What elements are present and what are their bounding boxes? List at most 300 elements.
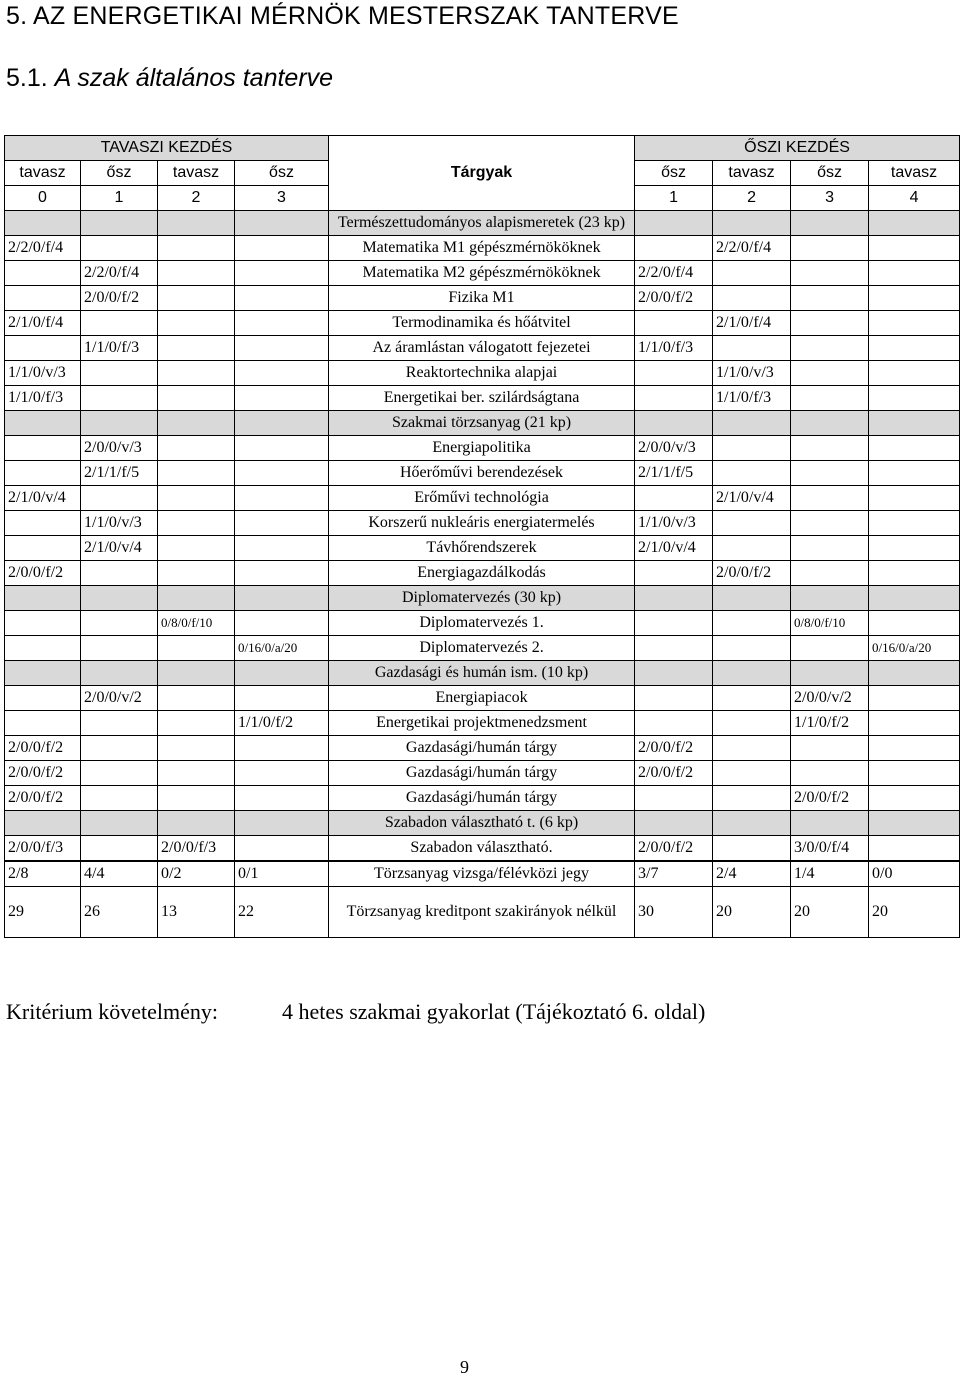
subject-row (5, 836, 960, 862)
subject-row (5, 361, 960, 386)
empty-cell (791, 411, 869, 436)
start-autumn-semester-cell (869, 836, 960, 862)
start-autumn-semester-cell: 2/0/0/f/2 (635, 736, 713, 761)
semester-number: 1 (635, 186, 713, 211)
subject-row (5, 261, 960, 286)
start-autumn-semester-cell: 1/1/0/f/2 (791, 711, 869, 736)
tavaszi-kezdes-header: TAVASZI KEZDÉS (5, 136, 329, 161)
start-autumn-semester-cell: 2/0/0/v/2 (791, 686, 869, 711)
criterion-label: Kritérium követelmény: (6, 999, 218, 1024)
subject-name-cell: Energiapiacok (329, 686, 635, 711)
subject-name-cell: Törzsanyag kreditpont szakirányok nélkül (329, 887, 635, 938)
semester-header: tavasz (158, 161, 235, 186)
empty-cell (713, 586, 791, 611)
start-spring-semester-cell (5, 261, 81, 286)
start-autumn-semester-cell: 2/1/1/f/5 (635, 461, 713, 486)
empty-cell (713, 211, 791, 236)
empty-cell (869, 211, 960, 236)
subject-row (5, 336, 960, 361)
start-spring-semester-cell: 2/1/1/f/5 (81, 461, 158, 486)
empty-cell (869, 661, 960, 686)
empty-cell (5, 811, 81, 836)
start-spring-semester-cell (235, 261, 329, 286)
subject-row (5, 286, 960, 311)
empty-cell (791, 586, 869, 611)
subject-name-cell: Energetikai projektmenedzsment (329, 711, 635, 736)
start-spring-semester-cell (81, 836, 158, 862)
subject-row (5, 611, 960, 636)
empty-cell (791, 811, 869, 836)
start-spring-semester-cell (81, 561, 158, 586)
start-autumn-semester-cell (869, 611, 960, 636)
empty-cell (713, 661, 791, 686)
start-spring-semester-cell: 2/0/0/f/2 (5, 786, 81, 811)
subject-name-cell: Termodinamika és hőátvitel (329, 311, 635, 336)
start-autumn-semester-cell (791, 561, 869, 586)
empty-cell (713, 411, 791, 436)
start-spring-semester-cell (81, 711, 158, 736)
semester-number: 2 (713, 186, 791, 211)
start-autumn-semester-cell: 2/2/0/f/4 (713, 236, 791, 261)
section-title-cell: Természettudományos alapismeretek (23 kp) (329, 211, 635, 236)
start-spring-semester-cell: 2/0/0/f/2 (5, 761, 81, 786)
subject-name-cell: Szabadon választható. (329, 836, 635, 862)
start-autumn-semester-cell (791, 261, 869, 286)
subject-name-cell: Energetikai ber. szilárdságtana (329, 386, 635, 411)
start-autumn-semester-cell: 2/0/0/f/2 (635, 286, 713, 311)
subject-name-cell: Törzsanyag vizsga/félévközi jegy (329, 861, 635, 887)
empty-cell (5, 586, 81, 611)
start-autumn-semester-cell (791, 361, 869, 386)
empty-cell (791, 661, 869, 686)
subject-name-cell: Reaktortechnika alapjai (329, 361, 635, 386)
subject-name-cell: Matematika M1 gépészmérnököknek (329, 236, 635, 261)
start-spring-semester-cell: 2/2/0/f/4 (81, 261, 158, 286)
subject-name-cell: Matematika M2 gépészmérnököknek (329, 261, 635, 286)
start-autumn-semester-cell (713, 736, 791, 761)
subject-name-cell: Diplomatervezés 1. (329, 611, 635, 636)
start-spring-semester-cell: 1/1/0/f/3 (81, 336, 158, 361)
start-autumn-semester-cell: 2/1/0/v/4 (635, 536, 713, 561)
start-spring-semester-cell (235, 286, 329, 311)
subject-row (5, 486, 960, 511)
section-row (5, 586, 960, 611)
start-spring-semester-cell (158, 636, 235, 661)
subject-name-cell: Gazdasági/humán tárgy (329, 761, 635, 786)
subject-row (5, 436, 960, 461)
start-spring-semester-cell (81, 611, 158, 636)
start-autumn-semester-cell (713, 536, 791, 561)
subject-row (5, 311, 960, 336)
start-autumn-semester-cell (791, 486, 869, 511)
semester-header: tavasz (713, 161, 791, 186)
start-autumn-semester-cell (713, 686, 791, 711)
start-spring-semester-cell (81, 236, 158, 261)
start-autumn-semester-cell: 20 (713, 887, 791, 938)
start-spring-semester-cell (235, 361, 329, 386)
start-spring-semester-cell (5, 286, 81, 311)
start-autumn-semester-cell (635, 236, 713, 261)
section-heading (6, 64, 333, 93)
semester-number: 4 (869, 186, 960, 211)
start-spring-semester-cell (158, 786, 235, 811)
subject-name-cell: Energiagazdálkodás (329, 561, 635, 586)
empty-cell (81, 661, 158, 686)
start-spring-semester-cell (158, 236, 235, 261)
start-autumn-semester-cell: 1/1/0/v/3 (635, 511, 713, 536)
start-autumn-semester-cell (791, 761, 869, 786)
start-autumn-semester-cell (635, 561, 713, 586)
start-autumn-semester-cell: 0/16/0/a/20 (869, 636, 960, 661)
start-spring-semester-cell: 1/1/0/f/2 (235, 711, 329, 736)
section-title-cell: Szakmai törzsanyag (21 kp) (329, 411, 635, 436)
subject-name-cell: Korszerű nukleáris energiatermelés (329, 511, 635, 536)
start-spring-semester-cell (235, 561, 329, 586)
start-spring-semester-cell (81, 761, 158, 786)
start-spring-semester-cell (158, 436, 235, 461)
start-autumn-semester-cell (791, 236, 869, 261)
start-spring-semester-cell: 0/16/0/a/20 (235, 636, 329, 661)
empty-cell (235, 811, 329, 836)
start-autumn-semester-cell (635, 636, 713, 661)
start-autumn-semester-cell (635, 486, 713, 511)
empty-cell (635, 211, 713, 236)
curriculum-table (4, 135, 960, 938)
start-spring-semester-cell: 22 (235, 887, 329, 938)
start-autumn-semester-cell (869, 361, 960, 386)
start-spring-semester-cell: 13 (158, 887, 235, 938)
start-spring-semester-cell: 2/0/0/f/2 (81, 286, 158, 311)
subject-name-cell: Energiapolitika (329, 436, 635, 461)
start-autumn-semester-cell (713, 836, 791, 862)
subject-row (5, 636, 960, 661)
start-spring-semester-cell (158, 286, 235, 311)
start-spring-semester-cell: 2/0/0/v/2 (81, 686, 158, 711)
start-autumn-semester-cell (635, 711, 713, 736)
start-spring-semester-cell (81, 786, 158, 811)
start-autumn-semester-cell (713, 286, 791, 311)
section-number: 5.1. (6, 64, 48, 92)
subject-row (5, 461, 960, 486)
start-spring-semester-cell (81, 361, 158, 386)
empty-cell (5, 211, 81, 236)
start-autumn-semester-cell (869, 436, 960, 461)
subject-row (5, 511, 960, 536)
semester-number: 2 (158, 186, 235, 211)
empty-cell (158, 811, 235, 836)
start-autumn-semester-cell (791, 286, 869, 311)
empty-cell (158, 211, 235, 236)
start-spring-semester-cell (158, 311, 235, 336)
start-autumn-semester-cell (713, 786, 791, 811)
start-autumn-semester-cell: 30 (635, 887, 713, 938)
subject-name-cell: Hőerőművi berendezések (329, 461, 635, 486)
start-autumn-semester-cell (635, 786, 713, 811)
start-spring-semester-cell: 29 (5, 887, 81, 938)
empty-cell (635, 661, 713, 686)
start-spring-semester-cell: 4/4 (81, 861, 158, 887)
start-autumn-semester-cell (713, 761, 791, 786)
start-autumn-semester-cell (869, 511, 960, 536)
start-spring-semester-cell: 2/0/0/f/2 (5, 736, 81, 761)
start-autumn-semester-cell: 2/0/0/f/2 (713, 561, 791, 586)
subject-name-cell: Távhőrendszerek (329, 536, 635, 561)
start-spring-semester-cell (158, 511, 235, 536)
start-autumn-semester-cell: 2/0/0/v/3 (635, 436, 713, 461)
start-autumn-semester-cell: 3/7 (635, 861, 713, 887)
subject-row (5, 686, 960, 711)
start-autumn-semester-cell (869, 786, 960, 811)
section-title-cell: Szabadon választható t. (6 kp) (329, 811, 635, 836)
start-autumn-semester-cell (869, 461, 960, 486)
start-autumn-semester-cell (713, 436, 791, 461)
start-spring-semester-cell (235, 511, 329, 536)
start-spring-semester-cell (5, 636, 81, 661)
empty-cell (235, 211, 329, 236)
start-autumn-semester-cell (869, 711, 960, 736)
page-heading: 5. AZ ENERGETIKAI MÉRNÖK MESTERSZAK TANTERVE (6, 2, 679, 30)
semester-header: ősz (235, 161, 329, 186)
empty-cell (869, 411, 960, 436)
start-spring-semester-cell (5, 536, 81, 561)
start-autumn-semester-cell: 3/0/0/f/4 (791, 836, 869, 862)
start-autumn-semester-cell: 1/1/0/f/3 (635, 336, 713, 361)
start-autumn-semester-cell (713, 611, 791, 636)
start-autumn-semester-cell (713, 711, 791, 736)
start-autumn-semester-cell: 2/2/0/f/4 (635, 261, 713, 286)
start-autumn-semester-cell: 2/1/0/f/4 (713, 311, 791, 336)
empty-cell (235, 411, 329, 436)
start-autumn-semester-cell (869, 486, 960, 511)
section-title-cell: Gazdasági és humán ism. (10 kp) (329, 661, 635, 686)
subject-name-cell: Az áramlástan válogatott fejezetei (329, 336, 635, 361)
start-autumn-semester-cell: 1/1/0/f/3 (713, 386, 791, 411)
start-autumn-semester-cell (869, 236, 960, 261)
start-autumn-semester-cell (713, 636, 791, 661)
start-spring-semester-cell (5, 336, 81, 361)
subject-row (5, 386, 960, 411)
start-spring-semester-cell: 2/1/0/v/4 (81, 536, 158, 561)
start-autumn-semester-cell (791, 336, 869, 361)
start-autumn-semester-cell: 20 (791, 887, 869, 938)
empty-cell (869, 586, 960, 611)
start-spring-semester-cell (5, 711, 81, 736)
start-spring-semester-cell (5, 611, 81, 636)
start-spring-semester-cell: 2/0/0/v/3 (81, 436, 158, 461)
summary-row (5, 861, 960, 887)
start-spring-semester-cell (235, 836, 329, 862)
section-row (5, 811, 960, 836)
empty-cell (869, 811, 960, 836)
empty-cell (81, 586, 158, 611)
start-spring-semester-cell (235, 611, 329, 636)
subject-name-cell: Gazdasági/humán tárgy (329, 736, 635, 761)
start-spring-semester-cell (158, 711, 235, 736)
start-autumn-semester-cell (869, 736, 960, 761)
start-spring-semester-cell (235, 536, 329, 561)
start-autumn-semester-cell (869, 261, 960, 286)
empty-cell (635, 811, 713, 836)
start-autumn-semester-cell (791, 536, 869, 561)
empty-cell (635, 411, 713, 436)
start-autumn-semester-cell (713, 461, 791, 486)
start-autumn-semester-cell: 2/0/0/f/2 (635, 761, 713, 786)
start-spring-semester-cell (158, 536, 235, 561)
start-autumn-semester-cell (791, 736, 869, 761)
start-spring-semester-cell (235, 311, 329, 336)
start-autumn-semester-cell (635, 311, 713, 336)
start-spring-semester-cell (158, 336, 235, 361)
semester-header: ősz (81, 161, 158, 186)
start-spring-semester-cell (158, 461, 235, 486)
start-autumn-semester-cell: 0/8/0/f/10 (791, 611, 869, 636)
start-autumn-semester-cell (869, 536, 960, 561)
start-spring-semester-cell (5, 686, 81, 711)
start-spring-semester-cell (235, 436, 329, 461)
start-spring-semester-cell: 1/1/0/f/3 (5, 386, 81, 411)
start-spring-semester-cell (235, 761, 329, 786)
section-row (5, 661, 960, 686)
subject-row (5, 786, 960, 811)
start-spring-semester-cell: 2/0/0/f/3 (158, 836, 235, 862)
start-spring-semester-cell (5, 461, 81, 486)
start-spring-semester-cell: 1/1/0/v/3 (81, 511, 158, 536)
start-spring-semester-cell (81, 636, 158, 661)
start-spring-semester-cell (235, 336, 329, 361)
start-spring-semester-cell: 26 (81, 887, 158, 938)
empty-cell (791, 211, 869, 236)
section-row (5, 211, 960, 236)
start-spring-semester-cell (158, 761, 235, 786)
start-autumn-semester-cell: 2/1/0/v/4 (713, 486, 791, 511)
start-autumn-semester-cell (791, 311, 869, 336)
empty-cell (235, 661, 329, 686)
start-autumn-semester-cell (869, 761, 960, 786)
criterion-requirement (6, 999, 705, 1025)
start-spring-semester-cell (235, 236, 329, 261)
start-spring-semester-cell: 0/2 (158, 861, 235, 887)
start-autumn-semester-cell (791, 636, 869, 661)
subject-row (5, 711, 960, 736)
empty-cell (635, 586, 713, 611)
semester-header: ősz (791, 161, 869, 186)
start-spring-semester-cell (158, 736, 235, 761)
page-number: 9 (460, 1357, 469, 1377)
semester-header: tavasz (5, 161, 81, 186)
start-autumn-semester-cell (791, 461, 869, 486)
start-spring-semester-cell (5, 511, 81, 536)
subject-name-cell: Diplomatervezés 2. (329, 636, 635, 661)
start-spring-semester-cell (158, 261, 235, 286)
start-spring-semester-cell (235, 736, 329, 761)
start-spring-semester-cell: 2/0/0/f/3 (5, 836, 81, 862)
subject-name-cell: Erőművi technológia (329, 486, 635, 511)
start-autumn-semester-cell: 2/0/0/f/2 (635, 836, 713, 862)
criterion-text: 4 hetes szakmai gyakorlat (Tájékoztató 6. oldal) (282, 999, 706, 1024)
subject-row (5, 561, 960, 586)
start-spring-semester-cell (5, 436, 81, 461)
start-autumn-semester-cell (869, 311, 960, 336)
empty-cell (5, 661, 81, 686)
start-autumn-semester-cell (635, 611, 713, 636)
subject-row (5, 736, 960, 761)
start-autumn-semester-cell (713, 336, 791, 361)
empty-cell (81, 211, 158, 236)
oszi-kezdes-header: ŐSZI KEZDÉS (635, 136, 960, 161)
start-autumn-semester-cell (869, 386, 960, 411)
empty-cell (235, 586, 329, 611)
summary-row (5, 887, 960, 938)
start-autumn-semester-cell (791, 386, 869, 411)
subject-row (5, 236, 960, 261)
empty-cell (158, 586, 235, 611)
start-spring-semester-cell: 2/1/0/v/4 (5, 486, 81, 511)
empty-cell (5, 411, 81, 436)
semester-number: 0 (5, 186, 81, 211)
start-autumn-semester-cell (713, 511, 791, 536)
empty-cell (81, 811, 158, 836)
section-title: A szak általános tanterve (54, 64, 334, 92)
semester-number: 3 (791, 186, 869, 211)
empty-cell (81, 411, 158, 436)
start-spring-semester-cell (81, 486, 158, 511)
start-autumn-semester-cell (791, 436, 869, 461)
subject-row (5, 536, 960, 561)
start-spring-semester-cell: 0/1 (235, 861, 329, 887)
empty-cell (158, 411, 235, 436)
start-autumn-semester-cell: 1/1/0/v/3 (713, 361, 791, 386)
start-autumn-semester-cell (791, 511, 869, 536)
start-autumn-semester-cell (869, 286, 960, 311)
start-spring-semester-cell (158, 561, 235, 586)
header-row-start (5, 136, 960, 161)
start-spring-semester-cell (235, 786, 329, 811)
subject-row (5, 761, 960, 786)
semester-number: 1 (81, 186, 158, 211)
semester-header: ősz (635, 161, 713, 186)
subjects-header: Tárgyak (329, 136, 635, 211)
start-autumn-semester-cell: 1/4 (791, 861, 869, 887)
start-autumn-semester-cell (635, 386, 713, 411)
start-spring-semester-cell (235, 686, 329, 711)
start-spring-semester-cell (235, 486, 329, 511)
section-row (5, 411, 960, 436)
start-spring-semester-cell (81, 386, 158, 411)
start-autumn-semester-cell (869, 686, 960, 711)
semester-number: 3 (235, 186, 329, 211)
start-autumn-semester-cell: 2/0/0/f/2 (791, 786, 869, 811)
start-autumn-semester-cell (869, 336, 960, 361)
start-spring-semester-cell: 2/0/0/f/2 (5, 561, 81, 586)
subject-name-cell: Fizika M1 (329, 286, 635, 311)
semester-header: tavasz (869, 161, 960, 186)
start-spring-semester-cell: 2/2/0/f/4 (5, 236, 81, 261)
start-autumn-semester-cell: 20 (869, 887, 960, 938)
empty-cell (158, 661, 235, 686)
section-title-cell: Diplomatervezés (30 kp) (329, 586, 635, 611)
subject-name-cell: Gazdasági/humán tárgy (329, 786, 635, 811)
start-autumn-semester-cell: 0/0 (869, 861, 960, 887)
start-spring-semester-cell (158, 361, 235, 386)
empty-cell (713, 811, 791, 836)
start-spring-semester-cell (235, 461, 329, 486)
start-spring-semester-cell (158, 486, 235, 511)
start-spring-semester-cell (158, 686, 235, 711)
start-spring-semester-cell (81, 311, 158, 336)
start-spring-semester-cell (81, 736, 158, 761)
start-spring-semester-cell: 2/8 (5, 861, 81, 887)
start-spring-semester-cell (235, 386, 329, 411)
